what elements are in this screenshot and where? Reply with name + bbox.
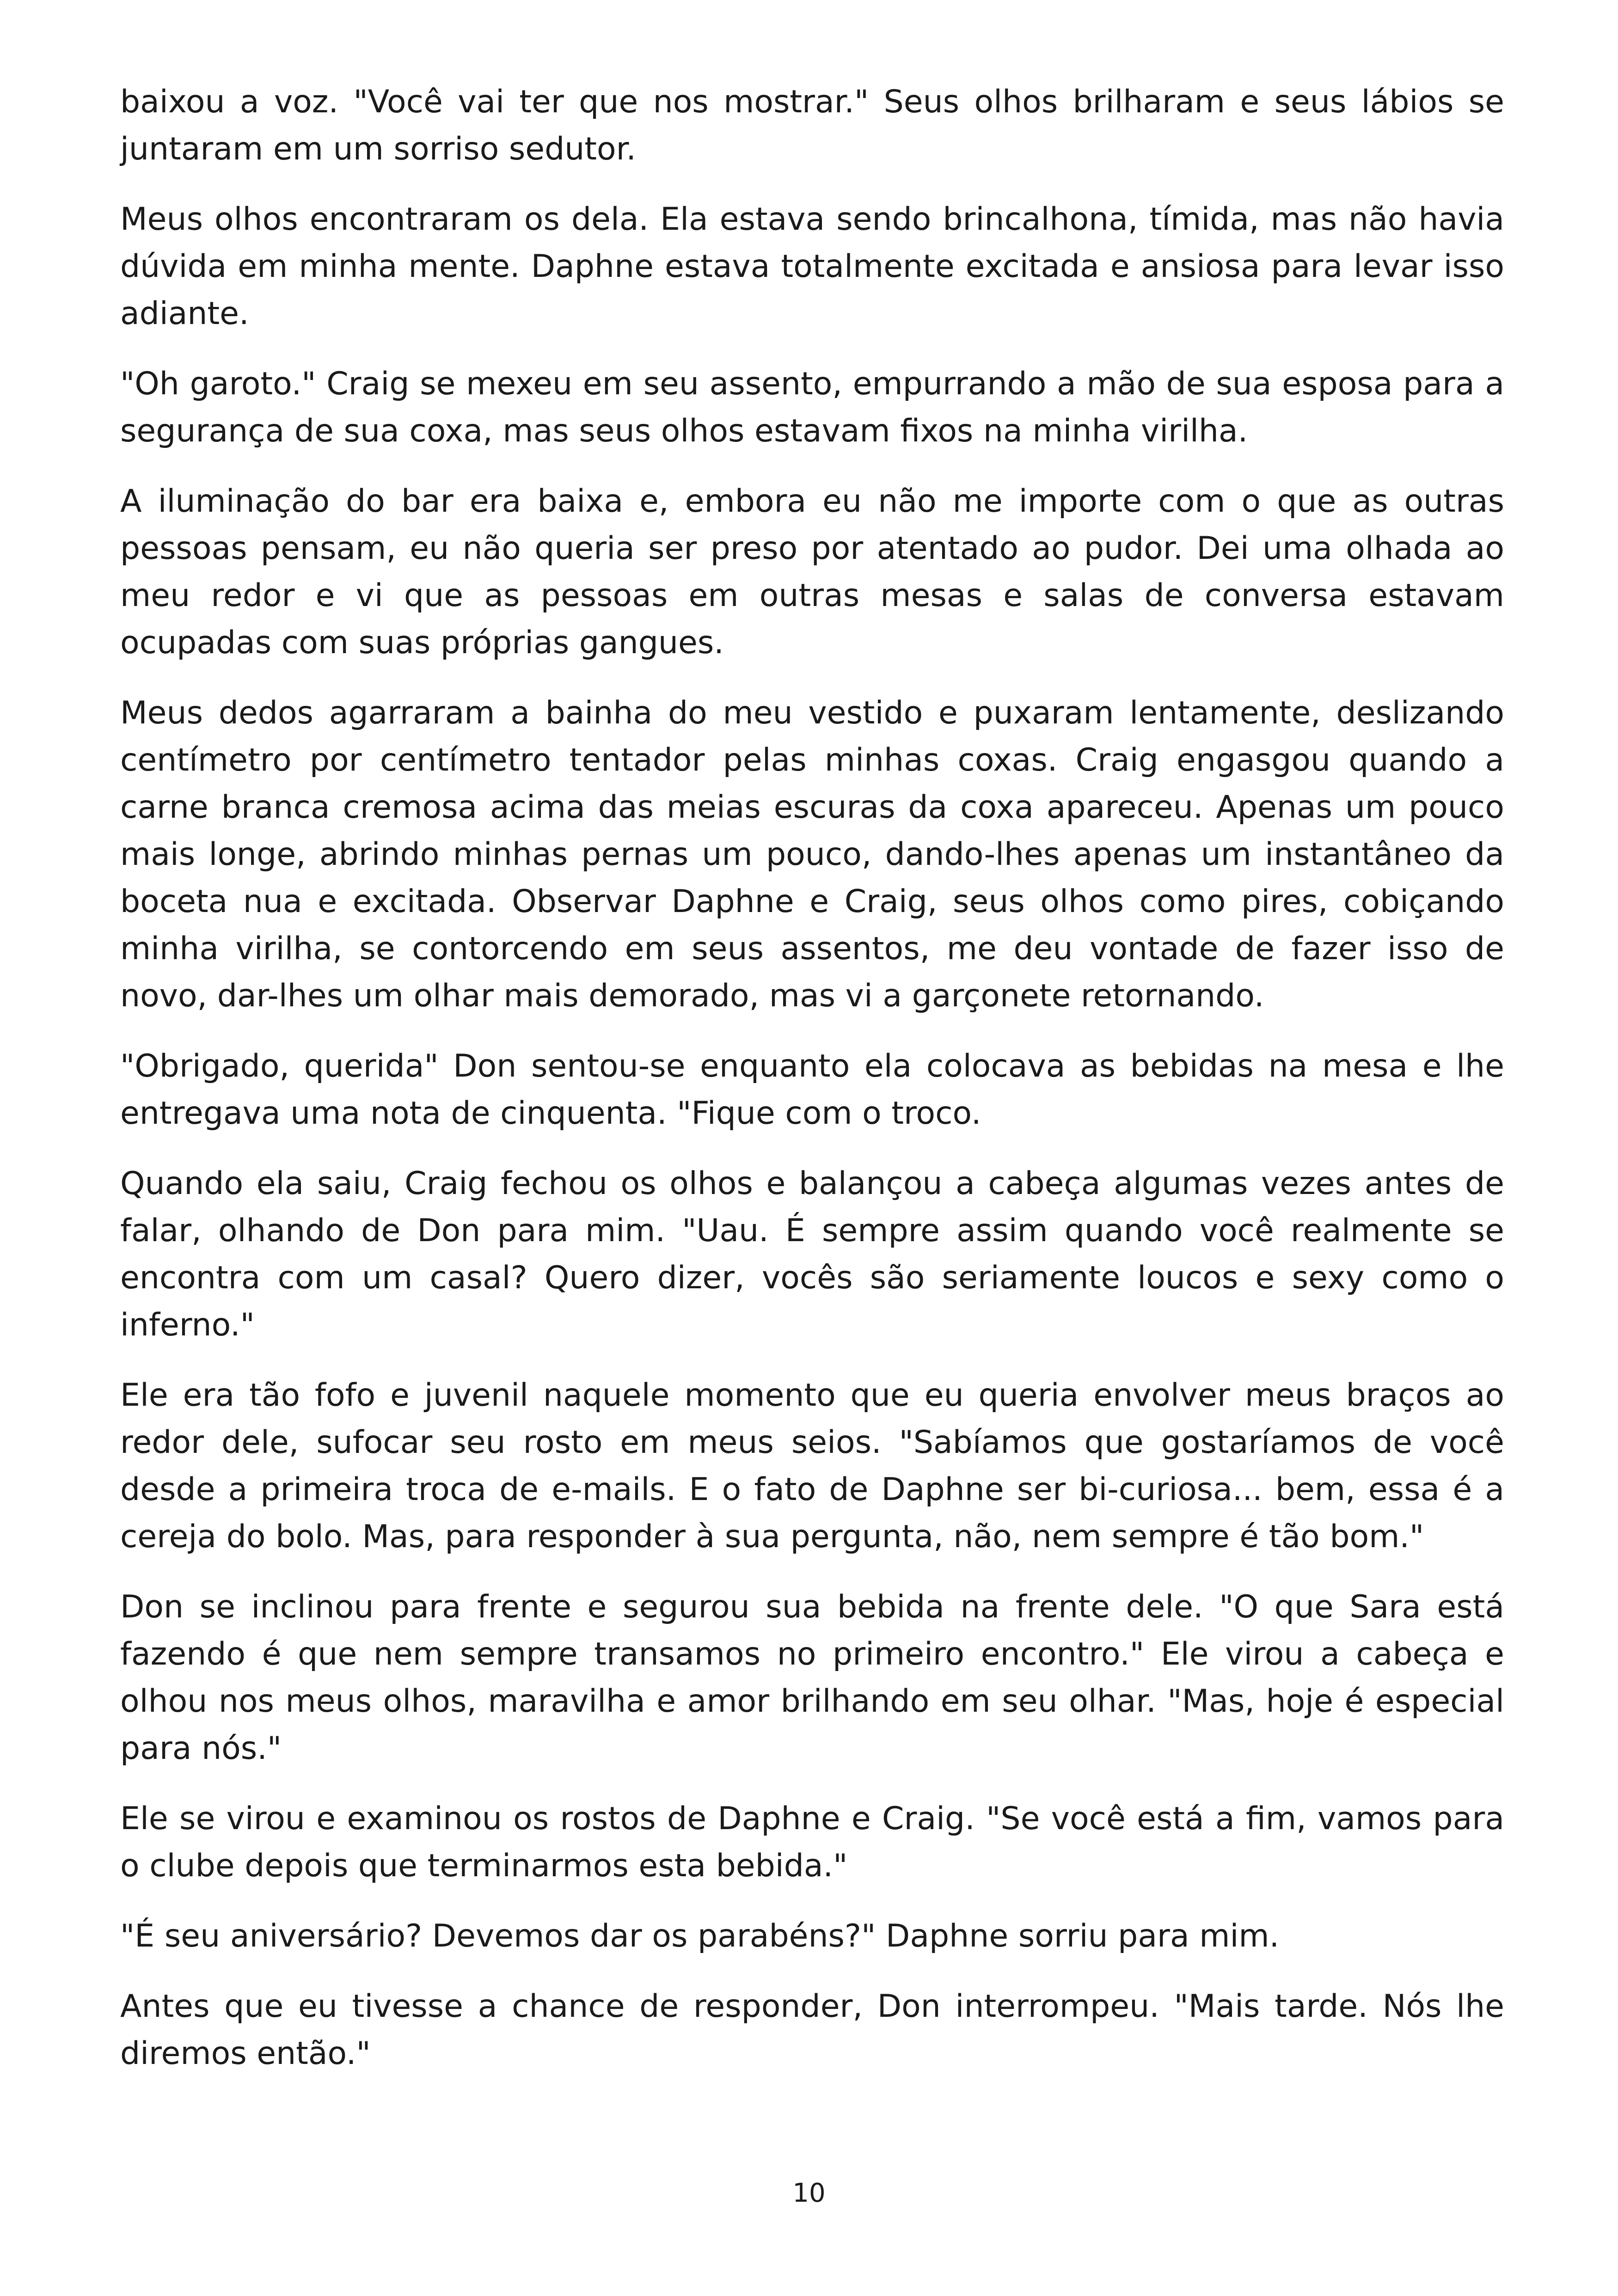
paragraph: "Oh garoto." Craig se mexeu em seu assento, empurrando a mão de sua esposa para a segurança de sua coxa, mas seus olhos estavam fixos na minha virilha. [120,366,1504,449]
paragraph: "É seu aniversário? Devemos dar os parabéns?" Daphne sorriu para mim. [120,1918,1280,1954]
paragraph: Ele era tão fofo e juvenil naquele momento que eu queria envolver meus braços ao redor dele, sufocar seu rosto em meus seios. "Sabíamos que gostaríamos de você desde a primeira troca de e-mails. E o fato de Daphne ser bi-curiosa... bem, essa é a cereja do bolo. Mas, para responder à sua pergunta, não, nem sempre é tão bom." [120,1377,1504,1555]
paragraph: Meus dedos agarraram a bainha do meu vestido e puxaram lentamente, deslizando centímetro por centímetro tentador pelas minhas coxas. Craig engasgou quando a carne branca cremosa acima das meias escuras da coxa apareceu. Apenas um pouco mais longe, abrindo minhas pernas um pouco, dando-lhes apenas um instantâneo da boceta nua e excitada. Observar Daphne e Craig, seus olhos como pires, cobiçando minha virilha, se contorcendo em seus assentos, me deu vontade de fazer isso de novo, dar-lhes um olhar mais demorado, mas vi a garçonete retornando. [120,695,1504,1014]
page-number: 10 [792,2178,826,2208]
paragraph: "Obrigado, querida" Don sentou-se enquanto ela colocava as bebidas na mesa e lhe entregava uma nota de cinquenta. "Fique com o troco. [120,1048,1504,1132]
paragraph: Don se inclinou para frente e segurou sua bebida na frente dele. "O que Sara está fazendo é que nem sempre transamos no primeiro encontro." Ele virou a cabeça e olhou nos meus olhos, maravilha e amor brilhando em seu olhar. "Mas, hoje é especial para nós." [120,1589,1504,1767]
body-text [120,79,1504,2100]
paragraph: Antes que eu tivesse a chance de responder, Don interrompeu. "Mais tarde. Nós lhe diremos então." [120,1988,1504,2072]
paragraph: Quando ela saiu, Craig fechou os olhos e balançou a cabeça algumas vezes antes de falar, olhando de Don para mim. "Uau. É sempre assim quando você realmente se encontra com um casal? Quero dizer, vocês são seriamente loucos e sexy como o inferno." [120,1165,1504,1343]
paragraph: baixou a voz. "Você vai ter que nos mostrar." Seus olhos brilharam e seus lábios se juntaram em um sorriso sedutor. [120,84,1504,167]
paragraph: Ele se virou e examinou os rostos de Daphne e Craig. "Se você está a fim, vamos para o clube depois que terminarmos esta bebida." [120,1800,1504,1884]
paragraph: A iluminação do bar era baixa e, embora eu não me importe com o que as outras pessoas pensam, eu não queria ser preso por atentado ao pudor. Dei uma olhada ao meu redor e vi que as pessoas em outras mesas e salas de conversa estavam ocupadas com suas próprias gangues. [120,483,1504,661]
paragraph: Meus olhos encontraram os dela. Ela estava sendo brincalhona, tímida, mas não havia dúvida em minha mente. Daphne estava totalmente excitada e ansiosa para levar isso adiante. [120,201,1504,332]
